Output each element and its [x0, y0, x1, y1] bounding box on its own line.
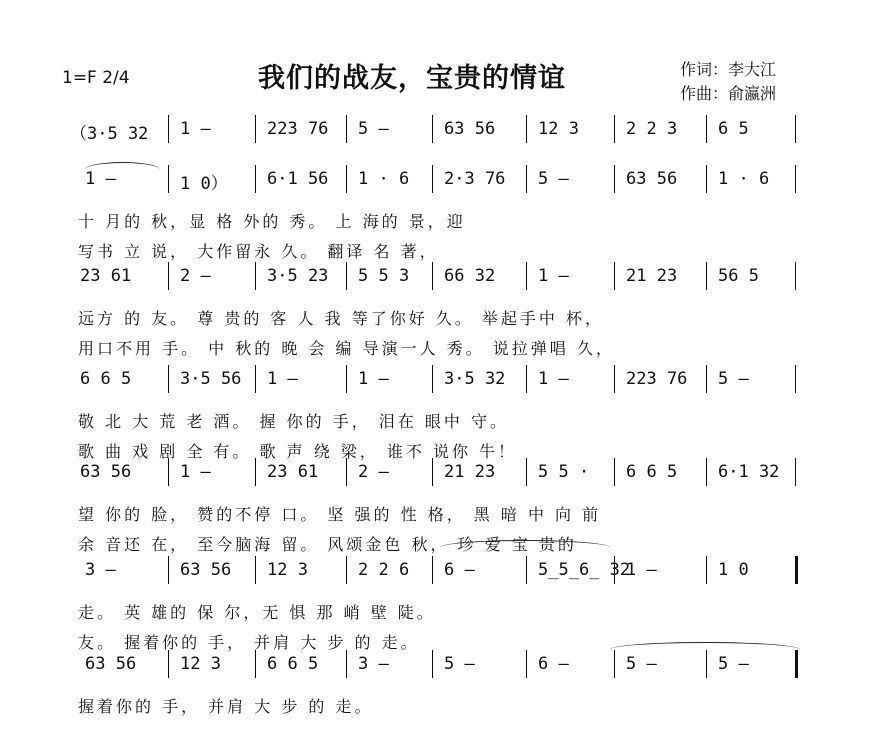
measure-notes: 1 —: [358, 369, 389, 389]
barline: [168, 556, 169, 584]
barline: [346, 365, 347, 393]
barline: [526, 165, 527, 193]
measure-notes: 223 76: [267, 119, 329, 139]
measure-notes: 6 6 5: [267, 654, 319, 674]
barline: [706, 115, 707, 143]
measure-notes: 2 2 3: [626, 119, 678, 139]
barline: [168, 458, 169, 486]
barline: [526, 556, 527, 584]
measure-notes: 5̲5̲6̲ 32: [538, 560, 631, 580]
measure-notes: 21 23: [444, 462, 496, 482]
composer-credit: 作曲：俞瀛洲: [680, 84, 777, 103]
measure-notes: 5 —: [538, 169, 569, 189]
barline: [614, 365, 615, 393]
measure-notes: 12 3: [267, 560, 308, 580]
lyric-line-2: 用口不用 手。 中 秋的 晚 会 编 导演一人 秀。 说拉弹唱 久，: [78, 339, 615, 358]
lyric-line-2: 友。 握着你的 手， 并肩 大 步 的 走。: [78, 633, 420, 652]
measure-notes: 6 6 5: [80, 369, 132, 389]
measure-notes: 3·5 56: [180, 369, 242, 389]
measure-notes: 1 —: [180, 119, 211, 139]
slur-arc: [610, 642, 800, 657]
barline: [795, 115, 796, 143]
barline: [432, 365, 433, 393]
measure-notes: 63 56: [444, 119, 496, 139]
lyric-line-2: 写书 立 说， 大作留永 久。 翻译 名 著，: [78, 242, 439, 261]
barline: [346, 262, 347, 290]
measure-notes: 1 —: [267, 369, 298, 389]
slur-arc: [85, 162, 160, 177]
system-3: [0, 262, 878, 357]
measure-notes: 12 3: [180, 654, 221, 674]
measure-notes: 1 —: [626, 560, 657, 580]
barline: [795, 458, 796, 486]
barline: [614, 262, 615, 290]
lyric-line-1: 敬 北 大 荒 老 酒。 握 你的 手， 泪在 眼中 守。: [78, 412, 509, 431]
measure-notes: 6·1 32: [718, 462, 780, 482]
measure-notes: 1 0）: [180, 174, 228, 194]
measure-notes: 63 56: [180, 560, 232, 580]
barline: [614, 165, 615, 193]
measure-notes: （3·5 32: [70, 124, 149, 144]
barline: [706, 556, 707, 584]
barline: [526, 365, 527, 393]
measure-notes: 6 —: [444, 560, 475, 580]
measure-notes: 223 76: [626, 369, 688, 389]
barline: [255, 262, 256, 290]
barline: [614, 458, 615, 486]
barline: [706, 365, 707, 393]
measure-notes: 1 · 6: [718, 169, 770, 189]
measure-notes: 5 —: [444, 654, 475, 674]
measure-notes: 5 —: [718, 369, 749, 389]
barline: [255, 458, 256, 486]
lyric-line-1: 十 月的 秋，显 格 外的 秀。 上 海的 景，迎: [78, 212, 466, 231]
barline: [432, 556, 433, 584]
barline: [346, 650, 347, 678]
measure-notes: 6·1 56: [267, 169, 329, 189]
barline: [526, 458, 527, 486]
measure-notes: 5 5 3: [358, 266, 410, 286]
barline: [255, 165, 256, 193]
barline: [346, 458, 347, 486]
key-signature: 1=F 2/4: [62, 68, 130, 88]
measure-notes: 2 2 6: [358, 560, 410, 580]
lyric-line-1: 望 你的 脸， 赞的不停 口。 坚 强的 性 格， 黑 暗 中 向 前: [78, 505, 602, 524]
song-title: 我们的战友，宝贵的情谊: [258, 63, 566, 94]
barline: [168, 262, 169, 290]
barline: [432, 115, 433, 143]
measure-notes: 2 —: [180, 266, 211, 286]
lyric-line-1: 握着你的 手， 并肩 大 步 的 走。: [78, 697, 374, 716]
measure-notes: 1 · 6: [358, 169, 410, 189]
measure-notes: 6 6 5: [626, 462, 678, 482]
barline: [526, 262, 527, 290]
measure-notes: 5 —: [626, 654, 657, 674]
system-6: [0, 556, 878, 651]
lyric-line-2: 歌 曲 戏 剧 全 有。 歌 声 绕 梁， 谁不 说你 牛！: [78, 442, 518, 461]
lyric-line-1: 走。 英 雄的 保 尔，无 惧 那 峭 壁 陡。: [78, 603, 436, 622]
barline: [168, 165, 169, 193]
measure-notes: 5 5 ·: [538, 462, 590, 482]
barline: [168, 115, 169, 143]
barline: [432, 458, 433, 486]
barline: [526, 115, 527, 143]
measure-notes: 2·3 76: [444, 169, 506, 189]
lyric-line-2: 余 音还 在， 至今脑海 留。 风颂金色 秋， 珍 爱 宝 贵的: [78, 535, 577, 554]
barline: [614, 115, 615, 143]
measure-notes: 63 56: [626, 169, 678, 189]
measure-notes: 3·5 32: [444, 369, 506, 389]
barline: [346, 556, 347, 584]
barline: [432, 650, 433, 678]
lyric-line-1: 远方 的 友。 尊 贵的 客 人 我 等了你好 久。 举起手中 杯，: [78, 309, 604, 328]
measure-notes: 56 5: [718, 266, 759, 286]
measure-notes: 63 56: [85, 654, 137, 674]
barline: [706, 165, 707, 193]
system-4: [0, 365, 878, 460]
measure-notes: 1 0: [718, 560, 749, 580]
barline: [706, 458, 707, 486]
measure-notes: 1 —: [85, 169, 116, 189]
barline: [795, 262, 796, 290]
measure-notes: 6 5: [718, 119, 749, 139]
barline: [255, 650, 256, 678]
barline: [795, 165, 796, 193]
measure-notes: 63 56: [80, 462, 132, 482]
barline: [168, 650, 169, 678]
measure-notes: 23 61: [267, 462, 319, 482]
system-2: [0, 165, 878, 260]
measure-notes: 66 32: [444, 266, 496, 286]
barline: [346, 165, 347, 193]
barline: [255, 556, 256, 584]
barline: [168, 365, 169, 393]
measure-notes: 5 —: [718, 654, 749, 674]
measure-notes: 1 —: [538, 369, 569, 389]
measure-notes: 12 3: [538, 119, 579, 139]
barline: [255, 365, 256, 393]
slur-arc: [440, 540, 610, 555]
lyricist-credit: 作词：李大江: [680, 60, 777, 79]
barline: [255, 115, 256, 143]
measure-notes: 5 —: [358, 119, 389, 139]
measure-notes: 3·5 23: [267, 266, 329, 286]
measure-notes: 3 —: [358, 654, 389, 674]
barline: [526, 650, 527, 678]
barline: [706, 262, 707, 290]
barline: [346, 115, 347, 143]
measure-notes: 1 —: [180, 462, 211, 482]
measure-notes: 2 —: [358, 462, 389, 482]
measure-notes: 21 23: [626, 266, 678, 286]
barline: [432, 165, 433, 193]
barline: [795, 556, 798, 584]
system-5: [0, 458, 878, 553]
measure-notes: 3 —: [85, 560, 116, 580]
system-7: [0, 650, 878, 745]
barline: [795, 365, 796, 393]
measure-notes: 23 61: [80, 266, 132, 286]
measure-notes: 1 —: [538, 266, 569, 286]
measure-notes: 6 —: [538, 654, 569, 674]
barline: [432, 262, 433, 290]
